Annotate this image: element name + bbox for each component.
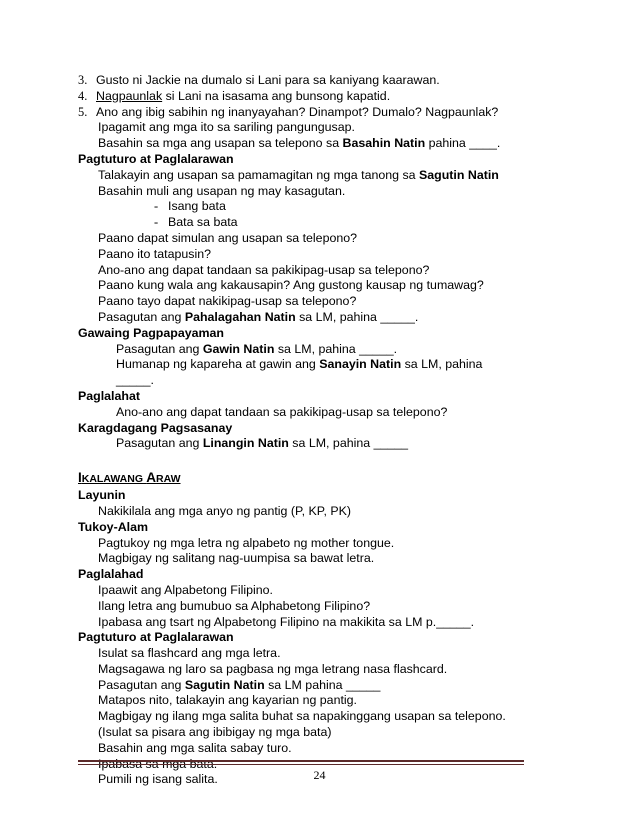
- instruction-line: Pasagutan ang Linangin Natin sa LM, pahina _____: [116, 436, 409, 451]
- page-content: [78, 73, 548, 788]
- section-heading: Pagtuturo at Paglalarawan: [78, 151, 234, 166]
- instruction-line: Pasagutan ang Pahalagahan Natin sa LM, pahina _____.: [98, 309, 419, 324]
- instruction-line: Ipagamit ang mga ito sa sariling pangungusap.: [98, 120, 355, 135]
- instruction-line: Magsagawa ng laro sa pagbasa ng mga letrang nasa flashcard.: [98, 661, 448, 676]
- section-heading: Tukoy-Alam: [78, 519, 148, 534]
- list-text: Gusto ni Jackie na dumalo si Lani para sa kaniyang kaarawan.: [96, 73, 440, 87]
- instruction-line: Pasagutan ang Gawin Natin sa LM, pahina _____.: [116, 341, 398, 356]
- instruction-line: (Isulat sa pisara ang ibibigay ng mga bata): [98, 725, 332, 740]
- list-number: 5.: [78, 104, 88, 119]
- section-heading: Layunin: [78, 488, 126, 503]
- instruction-line: Pumili ng isang salita.: [98, 772, 218, 787]
- page-number: 24: [313, 768, 326, 782]
- instruction-line: Talakayin ang usapan sa pamamagitan ng mga tanong sa Sagutin Natin: [98, 167, 499, 182]
- footer-rule-thin: [78, 764, 524, 765]
- instruction-line: Basahin ang mga salita sabay turo.: [98, 740, 292, 755]
- section-heading: Gawaing Pagpapayaman: [78, 325, 224, 340]
- instruction-line: Pagtukoy ng mga letra ng alpabeto ng mother tongue.: [98, 535, 395, 550]
- instruction-line: Basahin sa mga ang usapan sa telepono sa Basahin Natin pahina ____.: [98, 136, 501, 151]
- list-item: [78, 73, 548, 89]
- section-heading: Paglalahat: [78, 388, 140, 403]
- instruction-line: Pasagutan ang Sagutin Natin sa LM pahina _____: [98, 677, 381, 692]
- underlined-word: Nagpaunlak: [96, 88, 163, 103]
- section-heading: Pagtuturo at Paglalarawan: [78, 630, 234, 645]
- instruction-line: Humanap ng kapareha at gawin ang Sanayin Natin sa LM, pahina: [116, 357, 483, 372]
- question-line: Ano-ano ang dapat tandaan sa pakikipag-usap sa telepono?: [98, 262, 430, 277]
- section-heading: Paglalahad: [78, 567, 144, 582]
- instruction-line: Magbigay ng ilang mga salita buhat sa napakinggang usapan sa telepono.: [98, 709, 506, 724]
- instruction-line: Basahin muli ang usapan ng may kasagutan.: [98, 183, 346, 198]
- question-line: Ilang letra ang bumubuo sa Alphabetong Filipino?: [98, 598, 371, 613]
- instruction-line: Magbigay ng salitang nag-uumpisa sa bawat letra.: [98, 551, 375, 566]
- list-item: [78, 105, 548, 121]
- list-text: Ano ang ibig sabihin ng inanyayahan? Dinampot? Dumalo? Nagpaunlak?: [96, 104, 499, 119]
- list-number: 4.: [78, 88, 88, 103]
- question-line: Paano kung wala ang kakausapin? Ang gustong kausap ng tumawag?: [98, 278, 484, 293]
- question-line: Paano ito tatapusin?: [98, 246, 211, 261]
- day-heading: IKALAWANG ARAW: [78, 470, 181, 486]
- list-number: 3.: [78, 73, 88, 87]
- list-text: si Lani na isasama ang bunsong kapatid.: [162, 88, 391, 103]
- list-item: [78, 89, 548, 105]
- question-line: Paano dapat simulan ang usapan sa telepono?: [98, 230, 358, 245]
- instruction-line: Matapos nito, talakayin ang kayarian ng pantig.: [98, 693, 357, 708]
- question-line: Ano-ano ang dapat tandaan sa pakikipag-usap sa telepono?: [116, 404, 448, 419]
- dash-item: - Bata sa bata: [154, 215, 238, 230]
- instruction-line: Isulat sa flashcard ang mga letra.: [98, 646, 281, 661]
- footer-rule: [78, 760, 524, 762]
- question-line: Paano tayo dapat nakikipag-usap sa telepono?: [98, 294, 357, 309]
- instruction-line: Ipabasa ang tsart ng Alpabetong Filipino na makikita sa LM p._____.: [98, 614, 475, 629]
- instruction-line: _____.: [116, 373, 154, 388]
- instruction-line: Ipaawit ang Alpabetong Filipino.: [98, 582, 273, 597]
- dash-item: - Isang bata: [154, 199, 226, 214]
- instruction-line: Nakikilala ang mga anyo ng pantig (P, KP, PK): [98, 503, 352, 518]
- section-heading: Karagdagang Pagsasanay: [78, 420, 233, 435]
